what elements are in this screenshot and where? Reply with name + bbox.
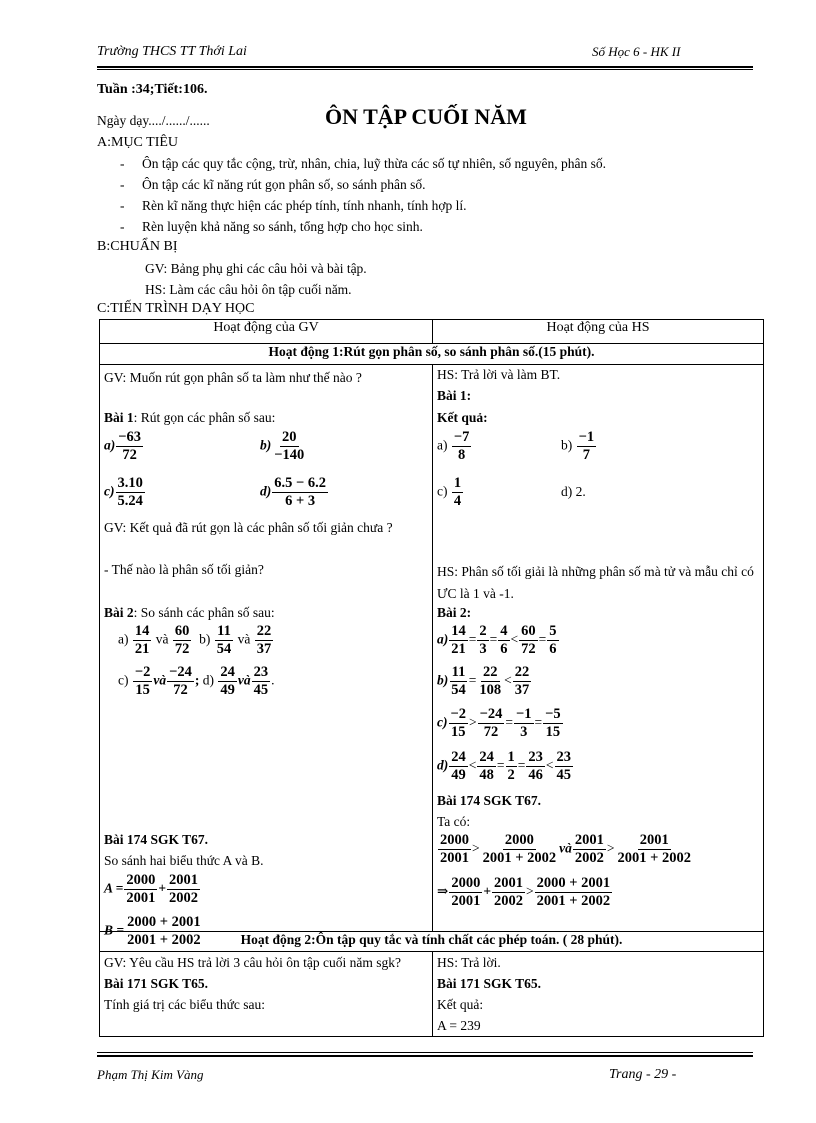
gv2-bai171: Bài 171 SGK T65. [104,976,209,991]
hs-cell-activity-2 [433,952,764,1037]
gv-question-1: GV: Muốn rút gọn phân số ta làm như thế nào ? [104,370,362,385]
page-title: ÔN TẬP CUỐI NĂM [325,104,527,129]
footer-rule-thin [97,1052,753,1053]
lesson-table [99,319,764,1037]
col-header-hs: Hoạt động của HS [433,320,764,344]
hs-bai174: Bài 174 SGK T67. [437,793,542,808]
ans-c: c) $\frac{1}{4}$ [437,475,462,509]
header-rule-thin [97,69,753,70]
footer-page: Trang - 29 - [609,1067,677,1082]
activity-1-heading: Hoạt động 1:Rút gọn phân số, so sánh phân số.(15 phút). [100,344,764,365]
ex-a: a) $\frac{-63}{72}$ [104,429,142,463]
hs-ineq-1: $\frac{2000}{2001}$ > $\frac{2000}{2001 + 2002}$ và $\frac{2001}{2002}$ > $\frac{2001}{2001 + 2002}$ [440,832,692,866]
week-info: Tuần :34;Tiết:106. [97,82,208,97]
activity-2-heading: Hoạt động 2:Ôn tập quy tắc và tính chất các phép toán. ( 28 phút). [100,932,764,952]
objective-item: - Ôn tập các quy tắc cộng, trừ, nhân, chia, luỹ thừa các số tự nhiên, số nguyên, phân số. [120,156,606,171]
prep-gv: GV: Bảng phụ ghi các câu hỏi và bài tập. [145,261,367,276]
bai174-text: So sánh hai biểu thức A và B. [104,853,264,868]
objective-item: - Rèn kĩ năng thực hiện các phép tính, tính nhanh, tính hợp lí. [120,198,467,213]
cmp-c: c) $\frac{-2}{15}$ > $\frac{-24}{72}$ = $\frac{-1}{3}$ = $\frac{-5}{15}$ [437,706,561,740]
prep-hs: HS: Làm các câu hỏi ôn tập cuối năm. [145,282,352,297]
hs2-A: A = 239 [437,1018,481,1033]
ans-b: b) $\frac{-1}{7}$ [561,429,595,463]
gv2-question: GV: Yêu cầu HS trả lời 3 câu hỏi ôn tập cuối năm sgk? [104,955,401,970]
ex-compare-cd: c) $\frac{-2}{15}$ và $\frac{-24}{72}$ ; d) $\frac{24}{49}$ và $\frac{23}{45}$ . [118,664,275,698]
hs-taco: Ta có: [437,814,471,829]
hs2-answer: HS: Trả lời. [437,955,501,970]
hs-answer: HS: Trả lời và làm BT. [437,367,561,382]
hs-bai1: Bài 1: [437,388,472,403]
hs-ketqua: Kết quả: [437,410,488,425]
header-subject: Số Học 6 - HK II [592,44,681,59]
cmp-d: d) $\frac{24}{49}$ < $\frac{24}{48}$ = $\frac{1}{2}$ = $\frac{23}{46}$ < $\frac{23}{45}$ [437,749,571,783]
bai174-title: Bài 174 SGK T67. [104,832,209,847]
ex-compare-ab: a) $\frac{14}{21}$ và $\frac{60}{72}$ b) $\frac{11}{54}$ và $\frac{22}{37}$ [118,623,272,657]
gv-question-3: - Thế nào là phân số tối giản? [104,562,264,577]
hs-cell-activity-1 [433,365,764,932]
header-rule [97,66,753,68]
hs2-ketqua: Kết quả: [437,997,484,1012]
cmp-a: a) $\frac{14}{21}$ = $\frac{2}{3}$ = $\frac{4}{6}$ < $\frac{60}{72}$ = $\frac{5}{6}$ [437,623,557,657]
objective-item: - Ôn tập các kĩ năng rút gọn phân số, so sánh phân số. [120,177,426,192]
gv-cell-activity-2 [100,952,433,1037]
section-a-heading: A:MỤC TIÊU [97,135,179,150]
footer-author: Phạm Thị Kim Vàng [97,1067,204,1082]
hs-bai2: Bài 2: [437,605,472,620]
section-c-heading: C:TIẾN TRÌNH DẠY HỌC [97,301,255,316]
expr-B: B = $\frac{2000 + 2001}{2001 + 2002}$ [104,914,201,948]
gv2-text: Tính giá trị các biểu thức sau: [104,997,266,1012]
header-school: Trường THCS TT Thới Lai [97,44,247,59]
ex-c: c) $\frac{3.10}{5.24}$ [104,475,143,509]
ans-d: d) 2. [561,484,586,499]
ex-b: b) $\frac{20}{-140}$ [260,429,305,463]
footer-rule [97,1055,753,1057]
expr-A: A = $\frac{2000}{2001}$ + $\frac{2001}{2002}$ [104,872,199,906]
date-info: Ngày dạy..../....../...... [97,113,210,128]
ans-a: a) $\frac{-7}{8}$ [437,429,470,463]
cmp-b: b) $\frac{11}{54}$ = $\frac{22}{108}$ < $\frac{22}{37}$ [437,664,530,698]
objective-item: - Rèn luyện khả năng so sánh, tổng hợp cho học sinh. [120,219,423,234]
hs-ineq-2: ⇒ $\frac{2000}{2001}$ + $\frac{2001}{2002}$ > $\frac{2000 + 2001}{2001 + 2002}$ [437,875,611,909]
bai1-title: Bài 1: Rút gọn các phân số sau: [104,410,276,425]
gv-question-2: GV: Kết quả đã rút gọn là các phân số tối giản chưa ? [104,520,393,535]
bai2-title: Bài 2: So sánh các phân số sau: [104,605,275,620]
hs2-bai171: Bài 171 SGK T65. [437,976,542,991]
col-header-gv: Hoạt động của GV [100,320,433,344]
hs-definition: HS: Phân số tối giải là những phân số mà tử và mẫu chỉ có ƯC là 1 và -1. [437,564,754,601]
ex-d: d) $\frac{6.5 - 6.2}{6 + 3}$ [260,475,327,509]
section-b-heading: B:CHUẨN BỊ [97,239,178,254]
